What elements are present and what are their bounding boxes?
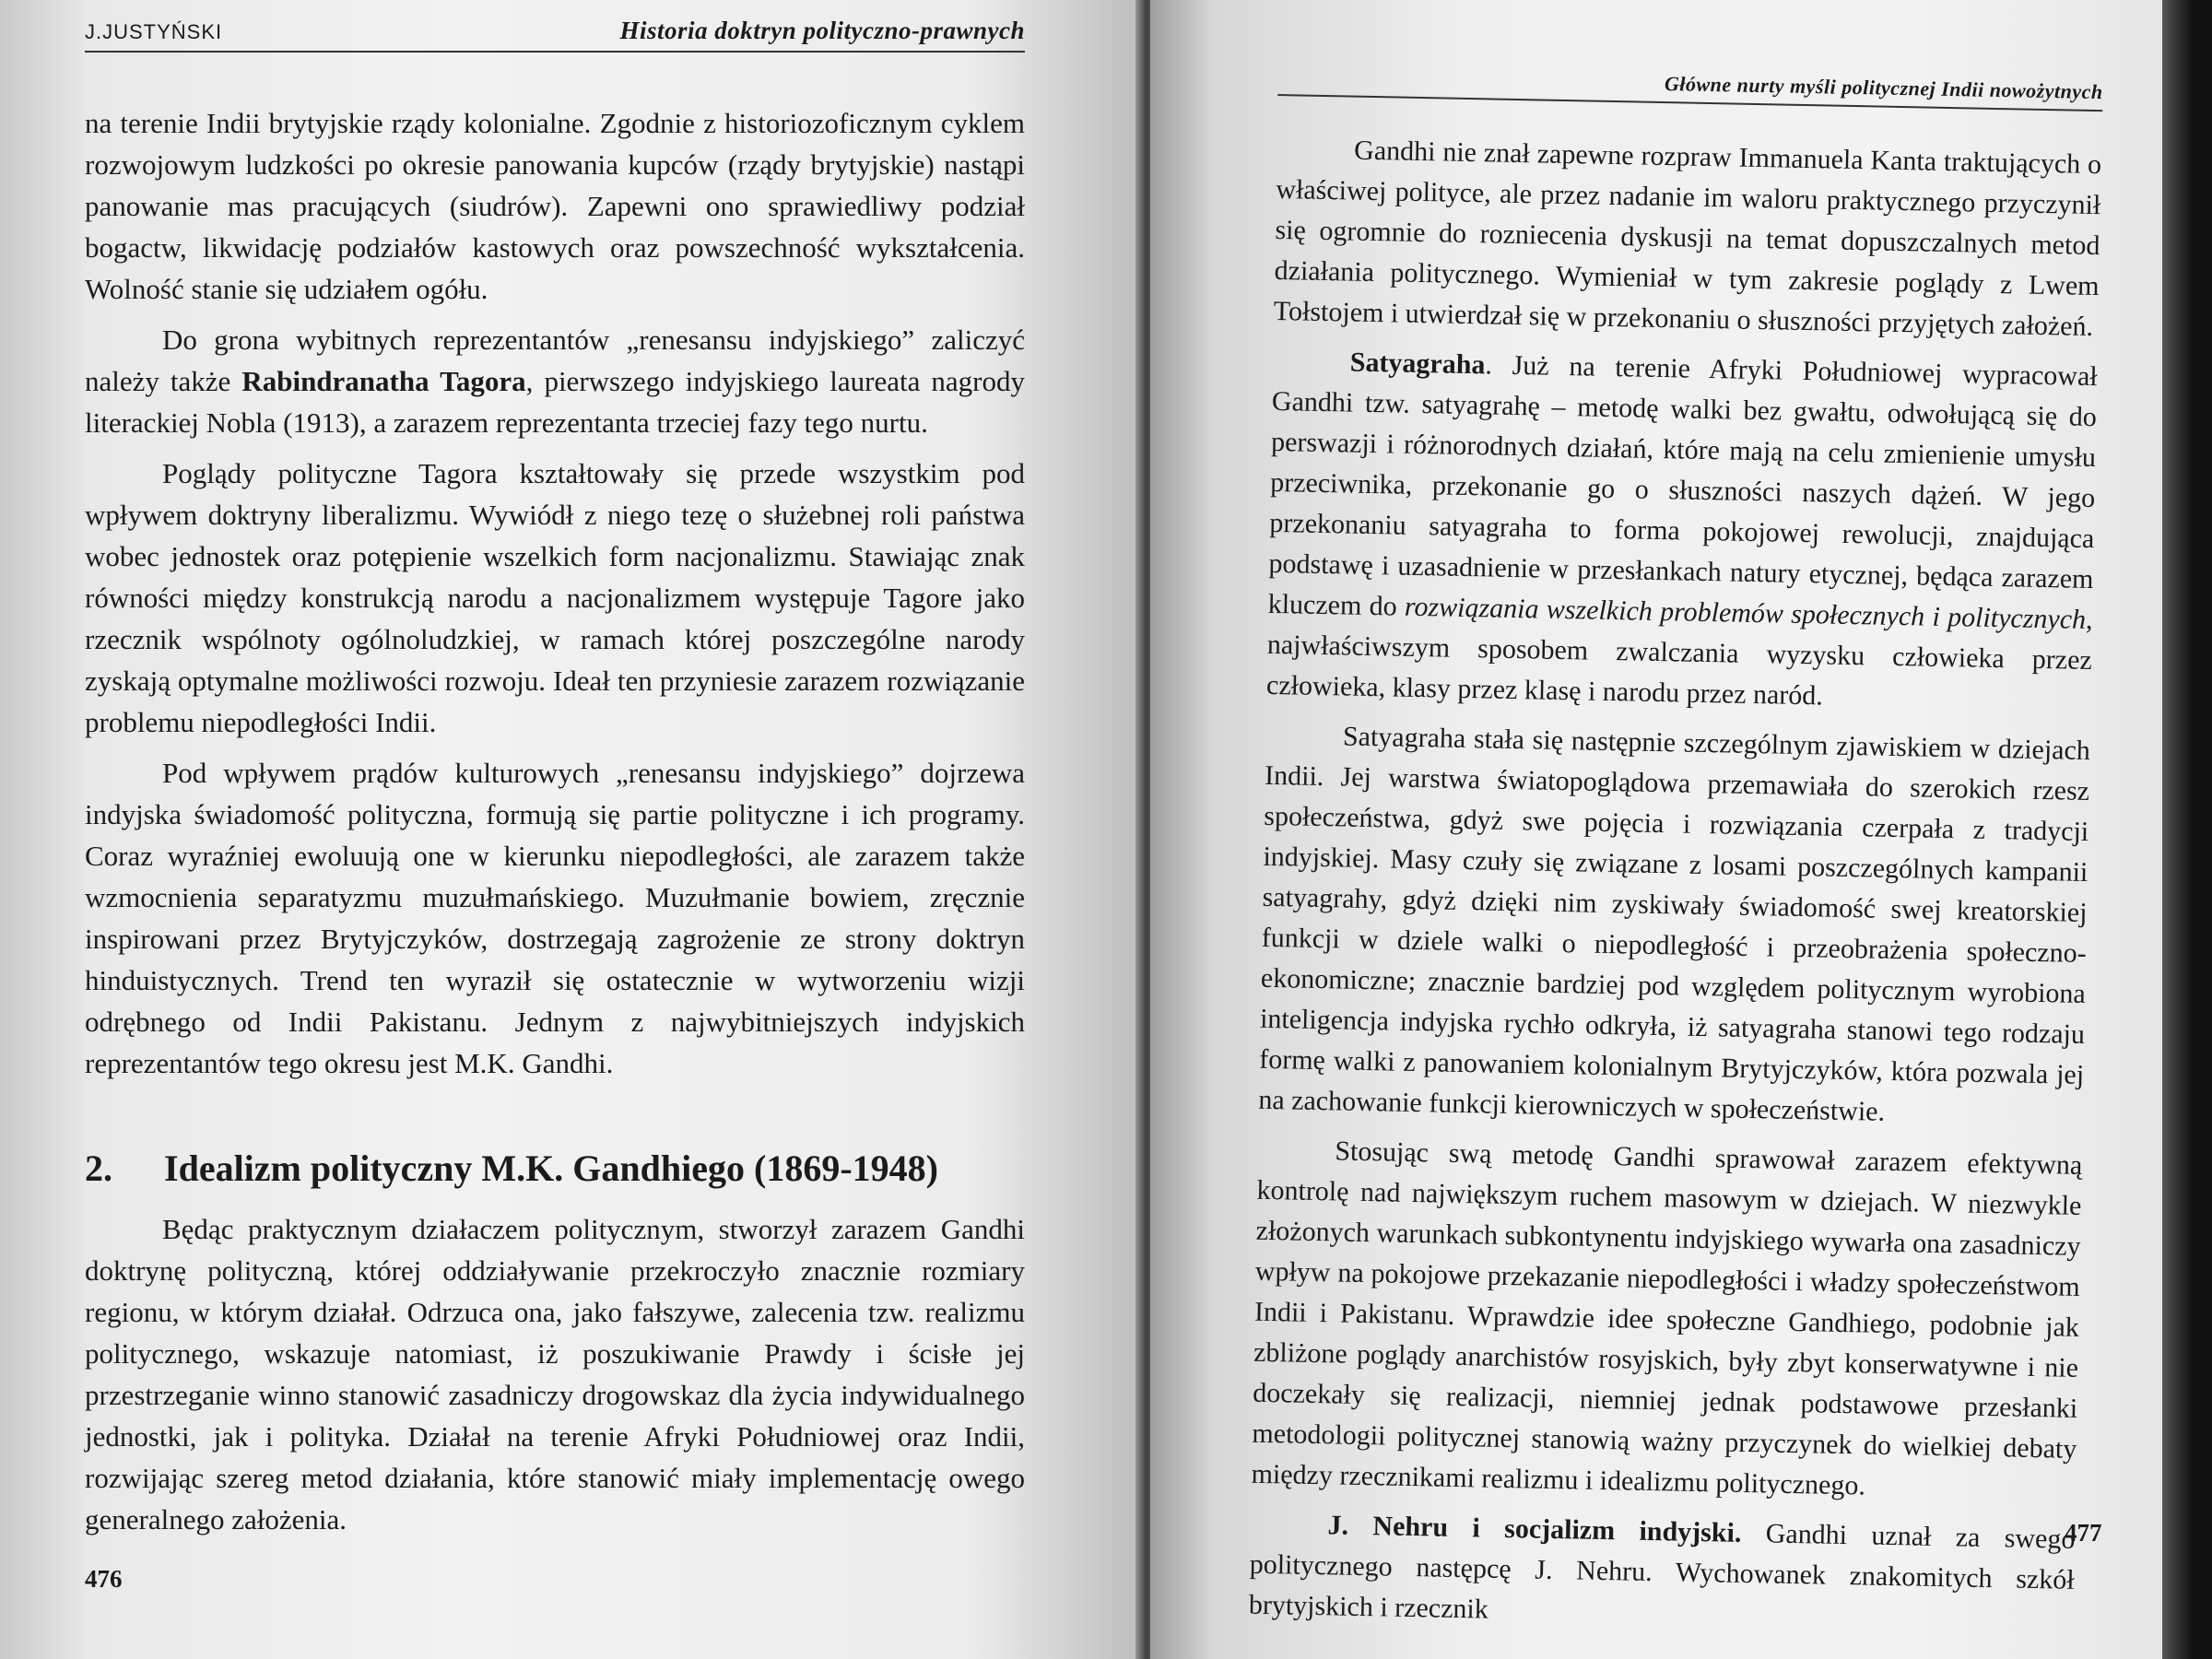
left-body-text	[85, 102, 1025, 1540]
paragraph: Pod wpływem prądów kulturowych „renesansu indyjskiego” dojrzewa indyjska świadomość polityczna, formują się partie polityczne i ich programy. Coraz wyraźniej ewoluują one w kierunku niepodległości, ale zarazem także wzmocnienia separatyzmu muzułmańskiego. Muzułmanie bowiem, zręcznie inspirowani przez Brytyjczyków, dostrzegają zagrożenie ze strony doktryn hinduistycznych. Trend ten wyraził się ostatecznie w wytworzeniu wizji odrębnego od Indii Pakistanu. Jednym z najwybitniejszych indyjskich reprezentantów tego okresu jest M.K. Gandhi.	[85, 757, 1025, 1079]
paragraph-text: Gandhi uznał za swego politycznego następcę J. Nehru. Wychowanek znakomitych szkół brytyjskich i rzecznik	[1248, 1517, 2076, 1625]
paragraph-satyagraha	[1266, 341, 2098, 722]
bold-heading-nehru: J. Nehru i socjalizm indyjski.	[1327, 1510, 1742, 1548]
paragraph: Poglądy polityczne Tagora kształtowały się przede wszystkim pod wpływem doktryny liberalizmu. Wywiódł z niego tezę o służebnej roli państwa wobec jednostek oraz potępienie wszelkich form nacjonalizmu. Stawiając znak równości między konstrukcją narodu a nacjonalizmem występuje Tagore jako rzecznik wspólnoty ogólnoludzkiej, w ramach której poszczególne narody zyskają optymalne możliwości rozwoju. Ideał ten przyniesie zarazem rozwiązanie problemu niepodległości Indii.	[85, 457, 1025, 738]
italic-phrase: rozwiązania wszelkich problemów społecznych i politycznych	[1404, 591, 2087, 635]
running-head-author: J.JUSTYŃSKI	[85, 20, 223, 43]
background-edge	[2162, 0, 2212, 1659]
paragraph-text: , pierwszego indyjskiego laureata nagrody literackiej Nobla (1913), a zarazem reprezentanta trzeciej fazy tego nurtu.	[85, 365, 1025, 439]
paragraph: Stosując swą metodę Gandhi sprawował zarazem efektywną kontrolę nad największym ruchem masowym w dziejach. W niezwykle złożonych warunkach subkontynentu indyjskiego wywarła ona zasadniczy wpływ na pokojowe przekazanie niepodległości i władzy społeczeństwom Indii i Pakistanu. Wprawdzie idee społeczne Gandhiego, podobnie jak zbliżone poglądy anarchistów rosyjskich, były zbyt konserwatywne i nie doczekały się realizacji, niemniej jednak podstawowe przesłanki metodologii politycznej stanowią ważny przyczynek do wielkiej debaty między rzecznikami realizmu i idealizmu politycznego.	[1251, 1135, 2083, 1501]
paragraph: Gandhi nie znał zapewne rozpraw Immanuela Kanta traktujących o właściwej polityce, ale przez nadanie im waloru praktycznego przyczynił się ogromnie do rozniecenia dyskusji na temat dopuszczalnych metod działania politycznego. Wymieniał w tym zakresie poglądy z Lwem Tołstojem i utwierdzał się w przekonaniu o słuszności przyjętych założeń.	[1273, 135, 2102, 343]
section-number: 2.	[85, 1147, 112, 1189]
paragraph-text: Do grona wybitnych reprezentantów „renesansu indyjskiego” zaliczyć należy także	[85, 324, 1025, 397]
paragraph-tagore	[85, 319, 1025, 443]
bold-name-tagore: Rabindranatha Tagora	[241, 365, 526, 397]
bold-term-satyagraha: Satyagraha	[1349, 347, 1486, 381]
paragraph: Będąc praktycznym działaczem politycznym, stworzył zarazem Gandhi doktrynę polityczną, której oddziaływanie przekroczyło znacznie rozmiary regionu, w którym działał. Odrzuca ona, jako fałszywe, zalecenia tzw. realizmu politycznego, wskazuje natomiast, iż poszukiwanie Prawdy i ścisłe jej przestrzeganie winno stanowić zasadniczy drogowskaz dla życia indywidualnego jednostki, jak i polityka. Działał na terenie Afryki Południowej oraz Indii, rozwijając szereg metod działania, które stanowić miały implementację owego generalnego założenia.	[85, 1213, 1025, 1535]
page-number-left: 476	[85, 1565, 123, 1593]
page-number-right: 477	[2065, 1519, 2102, 1547]
right-running-head: Główne nurty myśli politycznej Indii nowożytnych	[1277, 17, 2103, 112]
section-title: Idealizm polityczny M.K. Gandhiego (1869-1948)	[164, 1147, 938, 1189]
paragraph-text: . Już na terenie Afryki Południowej wypracował Gandhi tzw. satyagrahę – metodę walki bez gwałtu, odwołującą się do perswazji i różnorodnych działań, które mają na celu zmienienie umysłu przeciwnika, przekonanie go o słuszności naszych dążeń. W jego przekonaniu satyagraha to forma pokojowej rewolucji, znajdująca podstawę i uzasadnienie w przesłankach natury etycznej, będąca zarazem kluczem do	[1267, 349, 2098, 622]
left-page-content	[85, 17, 1025, 1549]
paragraph-text: , najwłaściwszym sposobem zwalczania wyzysku człowieka przez człowieka, klasy przez klasę i narodu przez naród.	[1265, 604, 2093, 712]
left-running-head	[85, 17, 1025, 53]
paragraph: na terenie Indii brytyjskie rządy kolonialne. Zgodnie z historiozoficznym cyklem rozwojowym ludzkości po okresie panowania kupców (rządy brytyjskie) nastąpi panowanie mas pracujących (siudrów). Zapewni ono sprawiedliwy podział bogactw, likwidację podziałów kastowych oraz powszechność wykształcenia. Wolność stanie się udziałem ogółu.	[85, 107, 1025, 305]
running-head-book-title: Historia doktryn polityczno-prawnych	[619, 17, 1025, 44]
paragraph-nehru	[1248, 1504, 2075, 1641]
paragraph: Satyagraha stała się następnie szczególnym zjawiskiem w dziejach Indii. Jej warstwa światopoglądowa przemawiała do szerokich rzesz społeczeństwa, gdyż swe pojęcia i rozwiązania czerpała z tradycji indyjskiej. Masy czuły się związane z losami poszczególnych kampanii satyagrahy, gdyż dzięki nim zyskiwały świadomość swej kreatorskiej funkcji w dziele walki o niepodległość i przeobrażenia społeczno-ekonomiczne; znacznie bardziej pod względem politycznym wyrobiona inteligencja indyjska rychło odkryła, iż satyagraha stanowi tego rodzaju formę walki z panowaniem kolonialnym Brytyjczyków, która pozwala jej na zachowanie funkcji kierowniczych w społeczeństwie.	[1258, 721, 2091, 1127]
right-page-content	[1248, 17, 2104, 1651]
section-heading	[85, 1147, 1025, 1190]
right-page	[1150, 0, 2212, 1659]
